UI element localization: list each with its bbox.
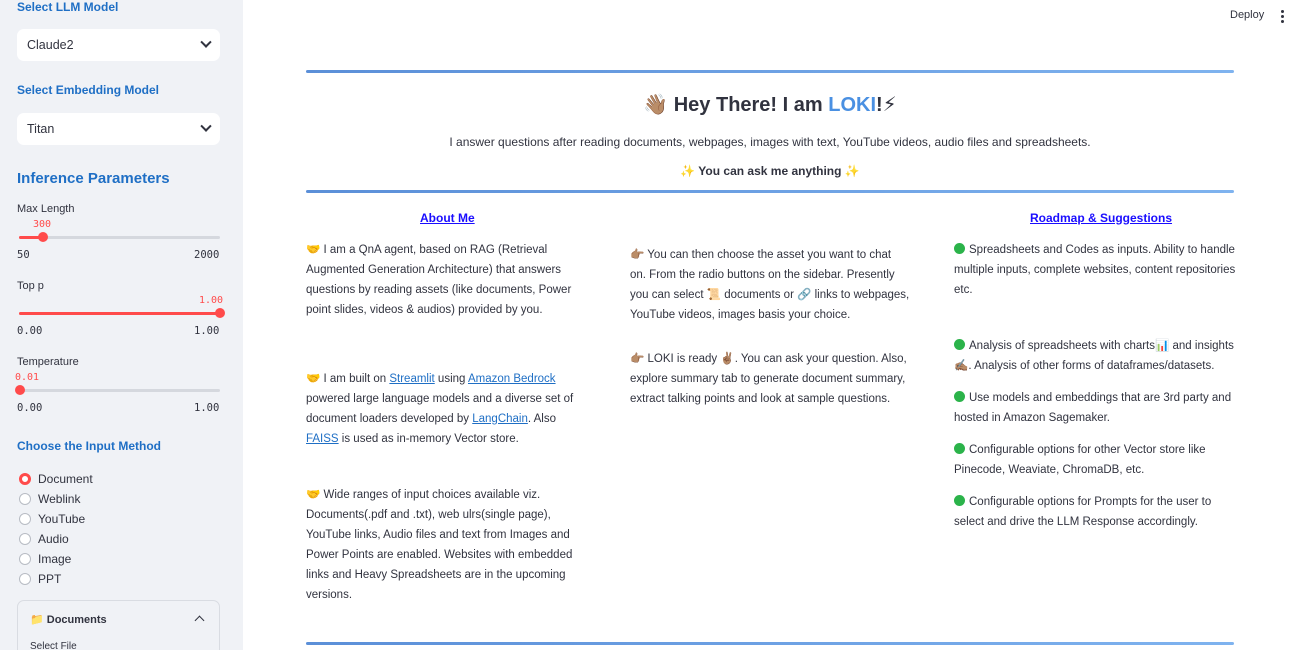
select-file-label: Select File: [30, 641, 77, 650]
radio-document[interactable]: [19, 472, 93, 486]
embedding-model-value: Titan: [27, 122, 55, 136]
text: powered large language models and a diverse set of document loaders developed by: [306, 393, 574, 425]
top-p-fill: [19, 312, 220, 315]
green-circle-icon: [954, 495, 965, 506]
title-name: LOKI: [828, 94, 877, 116]
text: . Also: [527, 413, 557, 425]
max-length-thumb[interactable]: [38, 232, 48, 242]
radio-label: YouTube: [38, 512, 86, 526]
green-circle-icon: [954, 243, 965, 254]
radio-unselected-icon: [19, 573, 31, 585]
green-circle-icon: [954, 443, 965, 454]
amazon-bedrock-link[interactable]: Amazon Bedrock: [467, 373, 556, 385]
temperature-label: Temperature: [17, 356, 79, 368]
chevron-down-icon: [200, 37, 211, 48]
divider: [306, 190, 1234, 193]
temperature-slider[interactable]: [19, 389, 220, 392]
top-p-value: 1.00: [199, 295, 224, 306]
top-p-label: Top p: [17, 280, 44, 292]
radio-label: Weblink: [38, 492, 81, 506]
radio-audio[interactable]: [19, 532, 69, 546]
radio-youtube[interactable]: [19, 512, 85, 526]
top-p-min: 0.00: [17, 325, 43, 337]
max-length-min: 50: [17, 249, 30, 261]
radio-image[interactable]: [19, 552, 71, 566]
top-p-slider[interactable]: [19, 312, 220, 315]
radio-selected-icon: [19, 473, 31, 485]
divider: [306, 642, 1234, 645]
radio-label: Image: [38, 552, 72, 566]
temperature-max: 1.00: [194, 402, 220, 414]
radio-ppt[interactable]: [19, 572, 61, 586]
roadmap-item: [954, 336, 1239, 376]
roadmap-text: Spreadsheets and Codes as inputs. Ability to handle multiple inputs, complete websites, content repositories etc.: [954, 244, 1236, 296]
roadmap-link[interactable]: Roadmap & Suggestions: [1030, 211, 1173, 225]
roadmap-text: Configurable options for other Vector store like Pinecode, Weaviate, ChromaDB, etc.: [954, 444, 1206, 476]
max-length-value: 300: [33, 219, 52, 230]
green-circle-icon: [954, 339, 965, 350]
about-paragraph-3: 🤝 Wide ranges of input choices available viz. Documents(.pdf and .txt), web ulrs(single page), YouTube links, Audio files and text from Images and Power Points are enabled. Websites with embedded links and Heavy Spreadsheets are in the upcoming versions.: [306, 489, 573, 601]
roadmap-item: [954, 240, 1239, 300]
middle-paragraph-1: 👉🏽 You can then choose the asset you want to chat on. From the radio buttons on the sidebar. Presently you can select 📜 documents or 🔗 links to webpages, YouTube videos, images basis your choice.: [630, 249, 910, 321]
roadmap-text: Use models and embeddings that are 3rd party and hosted in Amazon Sagemaker.: [954, 392, 1232, 424]
llm-model-value: Claude2: [27, 38, 74, 52]
max-length-max: 2000: [194, 249, 220, 261]
radio-label: Audio: [38, 532, 69, 546]
deploy-button[interactable]: Deploy: [1230, 9, 1265, 21]
llm-model-select[interactable]: [17, 29, 220, 61]
text: using: [434, 373, 468, 385]
faiss-link[interactable]: FAISS: [306, 433, 339, 445]
temperature-thumb[interactable]: [15, 385, 25, 395]
input-method-heading: Choose the Input Method: [17, 439, 161, 453]
radio-label: Document: [38, 472, 93, 486]
max-length-label: Max Length: [17, 203, 75, 215]
about-paragraph-1: 🤝 I am a QnA agent, based on RAG (Retrieval Augmented Generation Architecture) that answers questions by reading assets (like documents, Power point slides, videos & audios) provided by you.: [306, 244, 572, 316]
inference-parameters-heading: Inference Parameters: [17, 170, 170, 187]
radio-unselected-icon: [19, 533, 31, 545]
sidebar: [0, 0, 243, 650]
text: 🤝 I am built on: [306, 373, 390, 385]
temperature-min: 0.00: [17, 402, 43, 414]
top-p-thumb[interactable]: [215, 308, 225, 318]
about-paragraph-2: [306, 369, 581, 449]
more-options-icon[interactable]: [1281, 10, 1284, 25]
streamlit-link[interactable]: Streamlit: [389, 373, 435, 385]
embedding-model-heading: Select Embedding Model: [17, 83, 160, 97]
llm-model-heading: Select LLM Model: [17, 0, 119, 14]
radio-unselected-icon: [19, 553, 31, 565]
about-me-link[interactable]: About Me: [420, 211, 475, 225]
roadmap-text: Analysis of spreadsheets with charts📊 and insights ✍🏽. Analysis of other forms of dataframes/datasets.: [954, 340, 1234, 372]
page-title: [306, 92, 1234, 117]
documents-expander[interactable]: [17, 600, 220, 650]
chevron-up-icon[interactable]: [195, 616, 205, 626]
middle-paragraph-2: 👉🏽 LOKI is ready ✌🏽. You can ask your question. Also, explore summary tab to generate document summary, extract talking points and look at sample questions.: [630, 353, 907, 405]
ask-anything-text: ✨ You can ask me anything ✨: [680, 164, 860, 178]
title-suffix: !⚡: [876, 94, 897, 116]
text: is used as in-memory Vector store.: [338, 433, 519, 445]
embedding-model-select[interactable]: [17, 113, 220, 145]
radio-weblink[interactable]: [19, 492, 80, 506]
subtitle: I answer questions after reading documents, webpages, images with text, YouTube videos, audio files and spreadsheets.: [449, 135, 1091, 149]
title-prefix: 👋🏽 Hey There! I am: [643, 94, 829, 116]
radio-unselected-icon: [19, 493, 31, 505]
expander-title: 📁 Documents: [30, 614, 107, 626]
max-length-slider[interactable]: [19, 236, 220, 239]
radio-unselected-icon: [19, 513, 31, 525]
chevron-down-icon: [200, 121, 211, 132]
roadmap-item: [954, 388, 1239, 428]
roadmap-text: Configurable options for Prompts for the user to select and drive the LLM Response accordingly.: [954, 496, 1212, 528]
roadmap-item: [954, 492, 1239, 532]
roadmap-item: [954, 440, 1239, 480]
top-p-max: 1.00: [194, 325, 220, 337]
temperature-value: 0.01: [15, 372, 40, 383]
divider: [306, 70, 1234, 73]
langchain-link[interactable]: LangChain: [472, 413, 528, 425]
radio-label: PPT: [38, 572, 62, 586]
green-circle-icon: [954, 391, 965, 402]
